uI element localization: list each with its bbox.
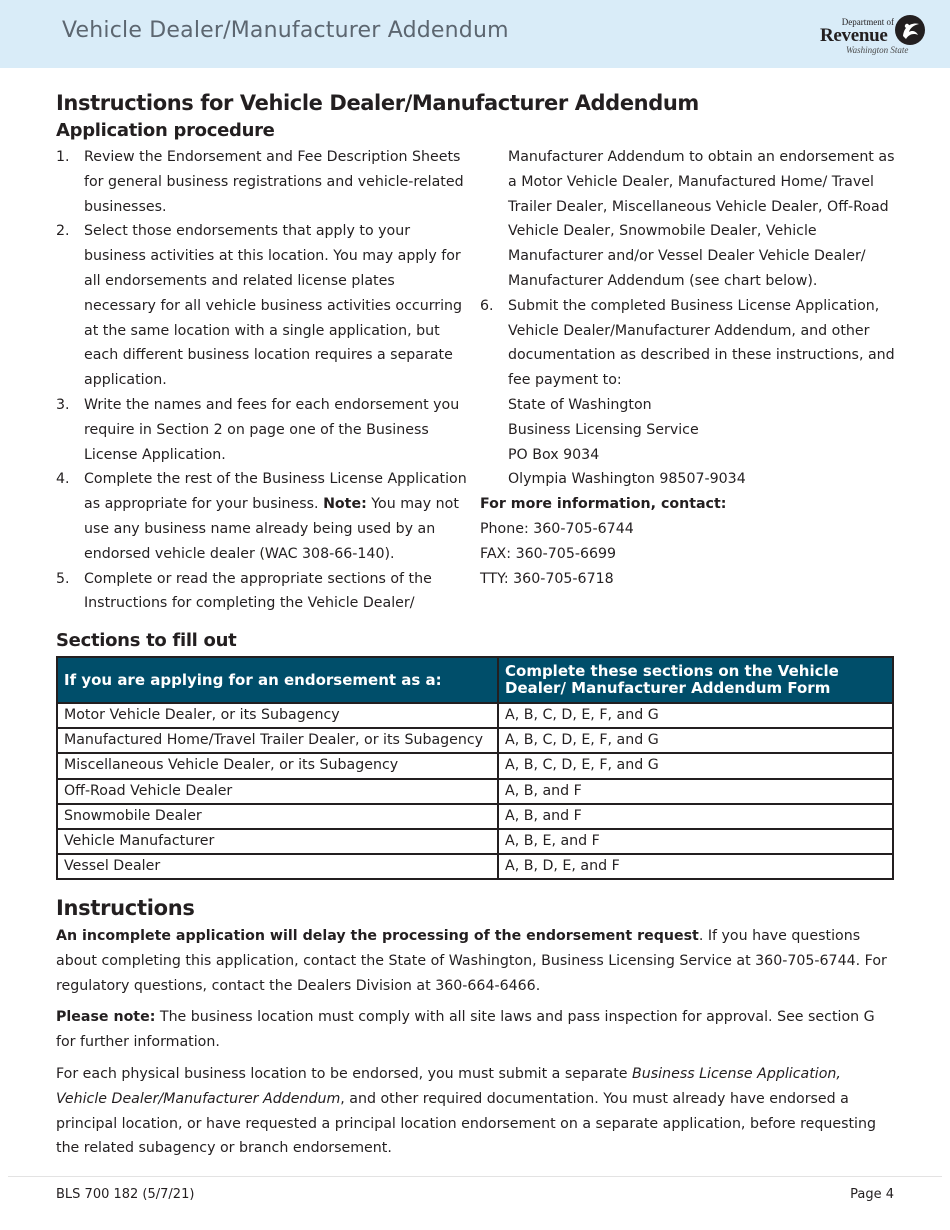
table-cell-sections: A, B, and F — [498, 779, 893, 804]
mailing-address: State of Washington Business Licensing Service PO Box 9034 Olympia Washington 98507-9034 — [508, 396, 746, 488]
table-cell-sections: A, B, E, and F — [498, 829, 893, 854]
instructions-heading: Instructions — [56, 896, 195, 920]
table-cell-endorsement: Snowmobile Dealer — [57, 804, 498, 829]
procedure-step-5-continued: Manufacturer Addendum to obtain an endorsement as a Motor Vehicle Dealer, Manufactured Home/ Travel Trailer Dealer, Miscellaneous Vehicle Dealer, Off-Road Vehicle Dealer, Snowmobile Dealer, Vehicle Manufacturer and/or Vessel Dealer Vehicle Dealer/ Manufacturer Addendum (see chart below). — [508, 149, 895, 289]
instructions-paragraph-2: Please note: The business location must comply with all site laws and pass inspection for approval. See section G for further information. — [56, 1009, 875, 1050]
page-number: Page 4 — [850, 1187, 894, 1202]
table-cell-endorsement: Miscellaneous Vehicle Dealer, or its Subagency — [57, 753, 498, 778]
page-header — [0, 0, 950, 68]
instructions-paragraph-1: An incomplete application will delay the processing of the endorsement request. If you have questions about completing this application, contact the State of Washington, Business Licensing Service at 360-705-6744. For regulatory questions, contact the Dealers Division at 360-664-6466. — [56, 928, 887, 994]
table-row — [57, 753, 893, 778]
procedure-step-6: 6. Submit the completed Business License Application, Vehicle Dealer/Manufacturer Addendum, and other documentation as described in these instructions, and fee payment to: — [480, 297, 895, 389]
form-id: BLS 700 182 (5/7/21) — [56, 1187, 195, 1202]
table-cell-endorsement: Vessel Dealer — [57, 854, 498, 879]
contact-info — [480, 492, 900, 591]
table-cell-sections: A, B, D, E, and F — [498, 854, 893, 879]
table-cell-sections: A, B, and F — [498, 804, 893, 829]
logo-state-text: Washington State — [846, 45, 909, 55]
table-cell-endorsement: Off-Road Vehicle Dealer — [57, 779, 498, 804]
dor-emblem-icon — [894, 14, 926, 46]
table-header-endorsement: If you are applying for an endorsement as a: — [57, 657, 498, 703]
procedure-right-column — [480, 145, 900, 591]
logo-department-text: Department of — [841, 17, 894, 27]
contact-phone: Phone: 360-705-6744 — [480, 520, 634, 537]
procedure-left-column — [56, 145, 471, 616]
procedure-step-5: 5. Complete or read the appropriate sections of the Instructions for completing the Vehicle Dealer/ — [56, 570, 432, 612]
contact-heading: For more information, contact: — [480, 496, 727, 513]
table-row — [57, 829, 893, 854]
contact-tty: TTY: 360-705-6718 — [480, 570, 614, 587]
table-row — [57, 728, 893, 753]
procedure-step-1: 1. Review the Endorsement and Fee Description Sheets for general business registrations and vehicle-related businesses. — [56, 149, 464, 215]
procedure-step-3: 3. Write the names and fees for each endorsement you require in Section 2 on page one of the Business License Application. — [56, 396, 460, 463]
instructions-paragraph-3: For each physical business location to be endorsed, you must submit a separate Business License Application, Vehicle Dealer/Manufacturer Addendum, and other required documentation. You must already have endorsed a principal location, or have requested a principal location endorsement on a separate application, before requesting the related subagency or branch endorsement. — [56, 1066, 876, 1157]
application-procedure-heading: Application procedure — [56, 120, 275, 141]
table-cell-sections: A, B, C, D, E, F, and G — [498, 728, 893, 753]
logo-revenue-text: Revenue — [820, 25, 888, 46]
sections-heading: Sections to fill out — [56, 630, 237, 651]
table-cell-endorsement: Manufactured Home/Travel Trailer Dealer, or its Subagency — [57, 728, 498, 753]
table-row — [57, 703, 893, 728]
dor-logo — [818, 12, 930, 58]
procedure-step-2: 2. Select those endorsements that apply to your business activities at this location. You may apply for all endorsements and related license plates necessary for all vehicle business activities occurring at the same location with a single application, but each different business location requires a separate application. — [56, 223, 463, 389]
table-header-row — [57, 657, 893, 703]
sections-table — [56, 656, 894, 880]
procedure-step-4: 4. Complete the rest of the Business License Application as appropriate for your business. Note: You may not use any business name already being used by an endorsed vehicle dealer (WAC 308-66-140). — [56, 471, 467, 562]
footer-divider — [8, 1176, 942, 1177]
table-cell-endorsement: Vehicle Manufacturer — [57, 829, 498, 854]
table-row — [57, 804, 893, 829]
contact-fax: FAX: 360-705-6699 — [480, 545, 617, 562]
note-label: Note: — [323, 496, 367, 513]
table-row — [57, 854, 893, 879]
table-cell-sections: A, B, C, D, E, F, and G — [498, 753, 893, 778]
page-title: Instructions for Vehicle Dealer/Manufacturer Addendum — [56, 91, 699, 115]
table-header-sections: Complete these sections on the Vehicle Dealer/ Manufacturer Addendum Form — [498, 657, 893, 703]
header-title: Vehicle Dealer/Manufacturer Addendum — [62, 18, 509, 43]
table-cell-endorsement: Motor Vehicle Dealer, or its Subagency — [57, 703, 498, 728]
table-cell-sections: A, B, C, D, E, F, and G — [498, 703, 893, 728]
table-row — [57, 779, 893, 804]
